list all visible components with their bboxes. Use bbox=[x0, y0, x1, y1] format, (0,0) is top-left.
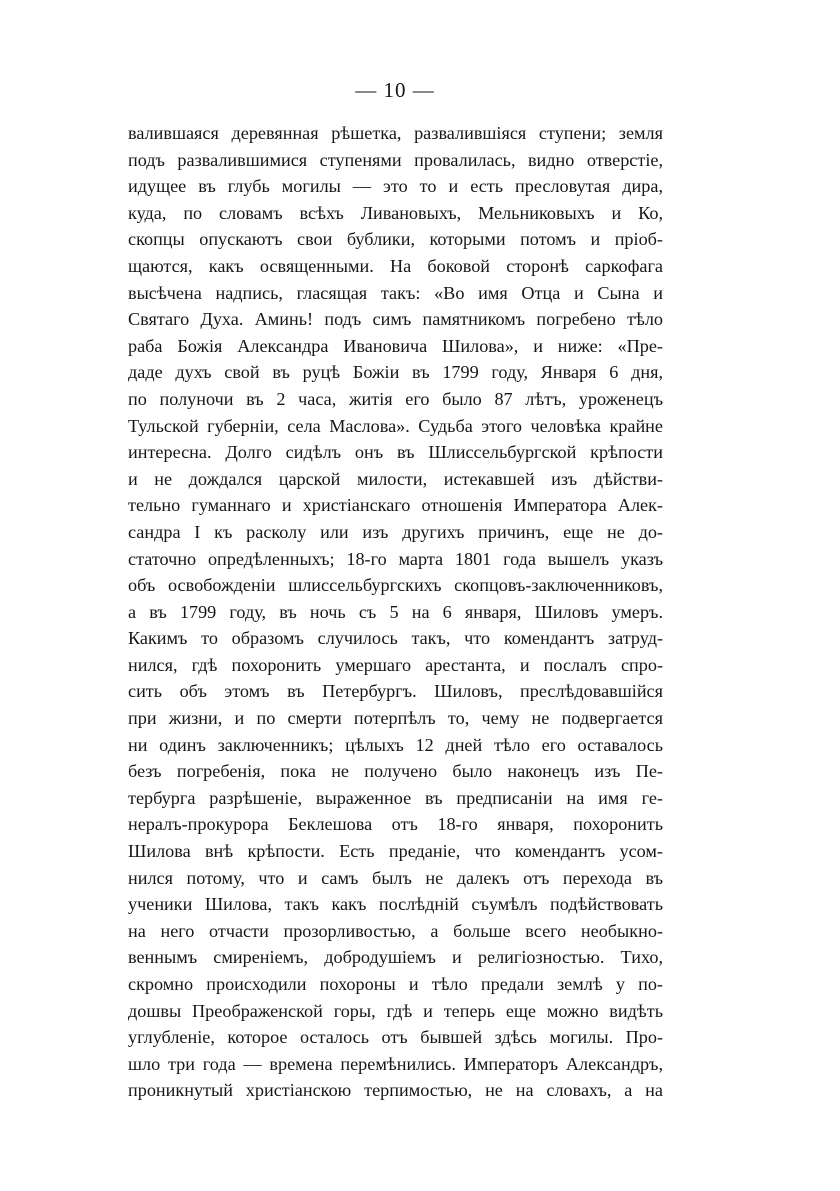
text-line: при жизни, и по смерти потерпѣлъ то, чему не подвергается bbox=[128, 708, 663, 729]
text-line: Святаго Духа. Аминь! подъ симъ памятникомъ погребено тѣло bbox=[128, 309, 663, 330]
text-line: и не дождался царской милости, истекавшей изъ дѣйстви- bbox=[128, 468, 663, 489]
text-line: объ освобожденіи шлиссельбургскихъ скопцовъ-заключенниковъ, bbox=[128, 575, 663, 596]
text-line: веннымъ смиреніемъ, добродушіемъ и религіозностью. Тихо, bbox=[128, 947, 663, 968]
text-line: сандра I къ расколу или изъ другихъ причинъ, еще не до- bbox=[128, 521, 663, 542]
text-line: а въ 1799 году, въ ночь съ 5 на 6 января, Шиловъ умеръ. bbox=[128, 601, 663, 622]
text-line: скромно происходили похороны и тѣло предали землѣ у по- bbox=[128, 974, 663, 994]
text-line: проникнутый христіанскою терпимостью, не на словахъ, а на bbox=[128, 1080, 663, 1101]
text-line: дошвы Преображенской горы, гдѣ и теперь еще можно видѣть bbox=[128, 1000, 663, 1021]
text-line: углубленіе, которое осталось отъ бывшей здѣсь могилы. Про- bbox=[128, 1027, 663, 1048]
text-line: по полуночи въ 2 часа, житія его было 87 лѣтъ, уроженецъ bbox=[128, 388, 663, 409]
text-body bbox=[128, 120, 663, 1104]
text-line: куда, по словамъ всѣхъ Ливановыхъ, Мельниковыхъ и Ко, bbox=[128, 202, 663, 223]
text-line: нился, гдѣ похоронить умершаго арестанта, и послалъ спро- bbox=[128, 654, 663, 675]
text-line: Какимъ то образомъ случилось такъ, что комендантъ затруд- bbox=[128, 628, 663, 649]
text-line: Тульской губерніи, села Маслова». Судьба этого человѣка крайне bbox=[128, 415, 663, 436]
text-line: шло три года — времена перемѣнились. Императоръ Александръ, bbox=[128, 1053, 663, 1074]
text-line: ни одинъ заключенникъ; цѣлыхъ 12 дней тѣло его оставалось bbox=[128, 734, 663, 755]
text-line: сить объ этомъ въ Петербургъ. Шиловъ, преслѣдовавшійся bbox=[128, 681, 663, 702]
text-line: ученики Шилова, такъ какъ послѣдній съумѣлъ подѣйствовать bbox=[128, 894, 663, 915]
text-line: на него отчасти прозорливостью, а больше всего необыкно- bbox=[128, 920, 663, 941]
text-line: скопцы опускаютъ свои бублики, которыми потомъ и пріоб- bbox=[128, 229, 663, 250]
text-line: раба Божія Александра Ивановича Шилова», и ниже: «Пре- bbox=[128, 335, 663, 356]
text-line: нералъ-прокурора Беклешова отъ 18-го января, похоронить bbox=[128, 814, 663, 835]
text-line: тельно гуманнаго и христіанскаго отношенія Императора Алек- bbox=[128, 495, 663, 516]
text-line: нился потому, что и самъ былъ не далекъ отъ перехода въ bbox=[128, 867, 663, 888]
text-line: щаются, какъ освященными. На боковой сторонѣ саркофага bbox=[128, 255, 663, 276]
text-line: подъ развалившимися ступенями провалилась, видно отверстіе, bbox=[128, 149, 663, 170]
text-line: интересна. Долго сидѣлъ онъ въ Шлиссельбургской крѣпости bbox=[128, 442, 663, 463]
text-line: идущее въ глубь могилы — это то и есть пресловутая дира, bbox=[128, 176, 663, 197]
page-number: — 10 — bbox=[355, 78, 435, 102]
text-line: безъ погребенія, пока не получено было наконецъ изъ Пе- bbox=[128, 761, 663, 782]
text-line: даде духъ свой въ руцѣ Божіи въ 1799 году, Января 6 дня, bbox=[128, 362, 663, 383]
text-line: тербурга разрѣшеніе, выраженное въ предписаніи на имя ге- bbox=[128, 787, 663, 808]
text-line: высѣчена надпись, гласящая такъ: «Во имя Отца и Сына и bbox=[128, 282, 663, 303]
text-line: статочно опредѣленныхъ; 18-го марта 1801 года вышелъ указъ bbox=[128, 548, 663, 569]
text-line: Шилова внѣ крѣпости. Есть преданіе, что комендантъ усом- bbox=[128, 841, 663, 862]
text-line: валившаяся деревянная рѣшетка, развалившіяся ступени; земля bbox=[128, 123, 663, 143]
